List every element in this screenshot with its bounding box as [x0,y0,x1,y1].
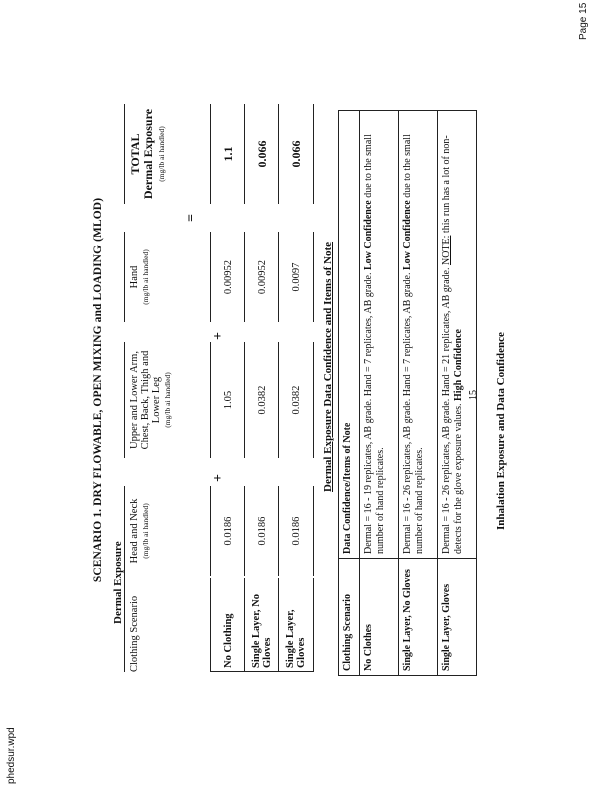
header-body: Upper and Lower Arm, Chest, Back, Thigh and Lower Leg (mg/lb ai handled) [124,342,173,458]
cell-body: 0.0382 [244,342,279,458]
header-head-neck: Head and Neck (mg/lb ai handled) [124,486,151,576]
cell-total: 0.066 [244,104,279,204]
table-row-label: Single Layer, No Gloves [244,578,279,672]
cell-hand: 0.00952 [244,232,279,322]
row-scenario: Single Layer, No Gloves [399,559,438,676]
table-row-label: No Clothing [210,578,245,672]
dermal-exposure-table [124,92,314,672]
row-scenario: Single Layer, Gloves [438,559,477,676]
cell-head-neck: 0.0186 [278,486,314,576]
cell-hand: 0.0097 [278,232,314,322]
header-data-confidence: Data Confidence/Items of Note [339,111,360,559]
page-title: SCENARIO 1. DRY FLOWABLE, OPEN MIXING and LOADING (MLOD) [92,197,104,583]
row-note: Dermal = 16 - 26 replicates, AB grade. Hand = 21 replicates, AB grade. NOTE: this run has a lot of non-detects for the glove exposure values. High Confidence [438,111,477,559]
confidence-table-title: Dermal Exposure Data Confidence and Items of Note [322,241,334,492]
confidence-table [338,110,477,676]
table-row-label: Single Layer, Gloves [278,578,314,672]
table-row [360,111,399,676]
row-scenario: No Clothes [360,559,399,676]
section-label: Dermal Exposure [112,511,125,624]
page-header: Page 15 [578,2,589,40]
row-note: Dermal = 16 - 19 replicates, AB grade. Hand = 7 replicates, AB grade. Low Confidence due to the small number of hand replicates. [360,111,399,559]
row-note: Dermal = 16 - 26 replicates, AB grade. Hand = 7 replicates, AB grade. Low Confidence due to the small number of hand replicates. [399,111,438,559]
cell-total: 0.066 [278,104,314,204]
cell-total: 1.1 [210,104,245,204]
table-row [399,111,438,676]
header-clothing-scenario: Clothing Scenario [339,559,360,676]
file-name: phedsur.wpd [6,727,17,784]
next-section-heading: Inhalation Exposure and Data Confidence [495,332,507,530]
header-scenario: Clothing Scenario [124,582,140,672]
header-hand: Hand (mg/lb ai handled) [124,232,151,322]
cell-head-neck: 0.0186 [244,486,279,576]
cell-body: 1.05 [210,342,245,458]
plus-operator: + [211,474,226,482]
equals-operator: = [184,214,199,222]
header-total: TOTAL Dermal Exposure (mg/lb ai handled) [124,104,168,204]
plus-operator: + [211,332,226,340]
page-number: 15 [468,390,479,400]
cell-hand: 0.00952 [210,232,245,322]
cell-body: 0.0382 [278,342,314,458]
cell-head-neck: 0.0186 [210,486,245,576]
